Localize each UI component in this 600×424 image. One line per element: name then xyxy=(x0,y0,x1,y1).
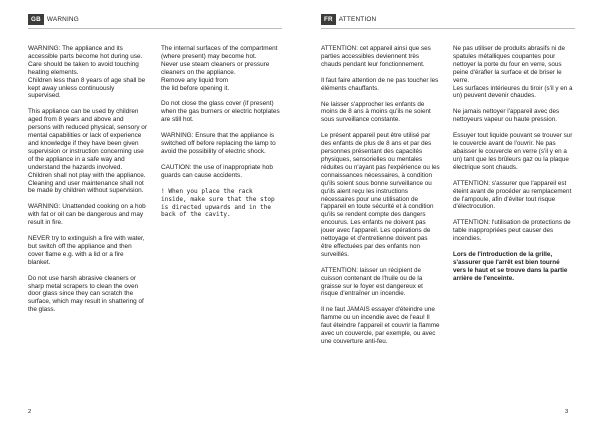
warning-internal-surfaces: The internal surfaces of the compartment (where present) may become hot. Never use steam cleaners or pressure cleaners on the appliance. Remove any liquid from the lid before opening it. xyxy=(161,45,278,92)
warning-abrasive-cleaners: Do not use harsh abrasive cleaners or sharp metal scrapers to clean the oven door glass since they can scratch the surface, which may result in shattering of the glass. xyxy=(28,274,144,314)
warning-children-use: This appliance can be used by children aged from 8 years and above and persons with reduced physical, sensory or mental capabilities or lack of experience and knowledge if they have been given supervision or instruction concerning use of the appliance in a safe way and understand the hazards involved. Children shall not play with the appliance. Cleaning and user maintenance shall not be made by children without supervision. xyxy=(28,108,147,195)
left-column-1 xyxy=(28,45,147,322)
attention-heating-elements: Il faut faire attention de ne pas toucher les éléments chauffants. xyxy=(321,76,439,92)
attention-oil-fire: ATTENTION: laisser un récipient de cuisson contenant de l'huile ou de la graisse sur le foyer est dangereux et risque d'entraîner un incendie. xyxy=(321,266,423,298)
right-section-title: ATTENTION xyxy=(338,16,377,23)
note-rack-placement-fr: Lors de l'introduction de la grille, s'assurer que l'arrêt est bien tourné vers le haut et se trouve dans la partie arrière de l'enceinte. xyxy=(453,251,568,282)
attention-lamp-replacement: ATTENTION: s'assurer que l'appareil est éteint avant de procéder au remplacement de l'ampoule, afin d'éviter tout risque d'électrocution. xyxy=(453,179,572,211)
right-page-header xyxy=(321,13,376,26)
left-column-2 xyxy=(161,45,282,227)
attention-fire-water: Il ne faut JAMAIS essayer d'éteindre une flamme ou un incendie avec de l'eau! Il faut éteindre l'appareil et couvrir la flamme avec un couvercle, par exemple, ou avec une couverture anti-feu. xyxy=(321,306,440,345)
right-page xyxy=(300,0,600,424)
warning-hot-parts: WARNING: The appliance and its accessible parts become hot during use. Care should be taken to avoid touching heating elements. Children less than 8 years of age shall be kept away unless continuously supervised. xyxy=(28,45,146,100)
warning-lamp-replacement: WARNING: Ensure that the appliance is switched off before replacing the lamp to avoid the possibility of electric shock. xyxy=(161,132,276,155)
left-header-rule xyxy=(28,28,282,29)
right-header-rule xyxy=(321,28,575,29)
right-page-number: 3 xyxy=(565,409,569,415)
right-column-2 xyxy=(453,45,574,291)
language-badge-fr: FR xyxy=(321,14,336,25)
attention-steam-cleaners: Ne jamais nettoyer l'appareil avec des nettoyeurs vapeur ou haute pression. xyxy=(453,108,560,124)
attention-children-distance: Ne laisser s'approcher les enfants de moins de 8 ans à moins qu'ils ne soient sous surveillance constante. xyxy=(321,100,431,124)
attention-hob-guards: ATTENTION: l'utilisation de protections de table inappropriées peut causer des incendies. xyxy=(453,219,571,243)
attention-abrasive-cleaners: Ne pas utiliser de produits abrasifs ni de spatules métalliques coupantes pour nettoyer la porte du four en verre, sous peine d'érafler la surface et de briser le verre. Les surfaces intérieures du tiroir (s'il y en a un) peuvent devenir chaudes. xyxy=(453,45,573,100)
warning-glass-cover: Do not close the glass cover (if present) when the gas burners or electric hotplates are still hot. xyxy=(161,100,280,124)
right-column-1 xyxy=(321,45,440,354)
left-page-number: 2 xyxy=(28,409,32,415)
note-rack-placement: ! When you place the rack inside, make sure that the stop is directed upwards and in the back of the cavity. xyxy=(161,187,275,219)
left-page-header xyxy=(28,13,79,26)
attention-hot-parts: ATTENTION: cet appareil ainsi que ses parties accessibles deviennent très chauds pendant leur fonctionnement. xyxy=(321,45,431,68)
attention-lid-liquid: Essuyer tout liquide pouvant se trouver sur le couvercle avant de l'ouvrir. Ne pas abaisser le couvercle en verre (s'il y en a un) tant que les brûleurs gaz ou la plaque électrique sont chauds. xyxy=(453,132,573,171)
language-badge-gb: GB xyxy=(28,14,44,25)
left-section-title: WARNING xyxy=(46,16,79,23)
caution-hob-guards: CAUTION: the use of inappropriate hob guards can cause accidents. xyxy=(161,163,273,179)
warning-fire-water: NEVER try to extinguish a fire with water, but switch off the appliance and then cover flame e.g. with a lid or a fire blanket. xyxy=(28,235,145,266)
attention-children-use: Le présent appareil peut être utilisé par des enfants de plus de 8 ans et par des personnes présentant des capacités physiques, sensorielles ou mentales réduites ou n'ayant pas l'expérience ou les connaissances nécessaires, à condition qu'ils soient sous bonne surveillance ou qu'ils aient reçu les instructions nécessaires pour une utilisation de l'appareil en toute sécurité et à condition qu'ils se rendent compte des dangers encourus. Les enfants ne doivent pas jouer avec l'appareil. Les opérations de nettoyage et d'entretienne doivent pas être effectuées par des enfants non surveillés. xyxy=(321,132,440,258)
warning-unattended-cooking: WARNING: Unattended cooking on a hob with fat or oil can be dangerous and may result in fire. xyxy=(28,203,146,227)
